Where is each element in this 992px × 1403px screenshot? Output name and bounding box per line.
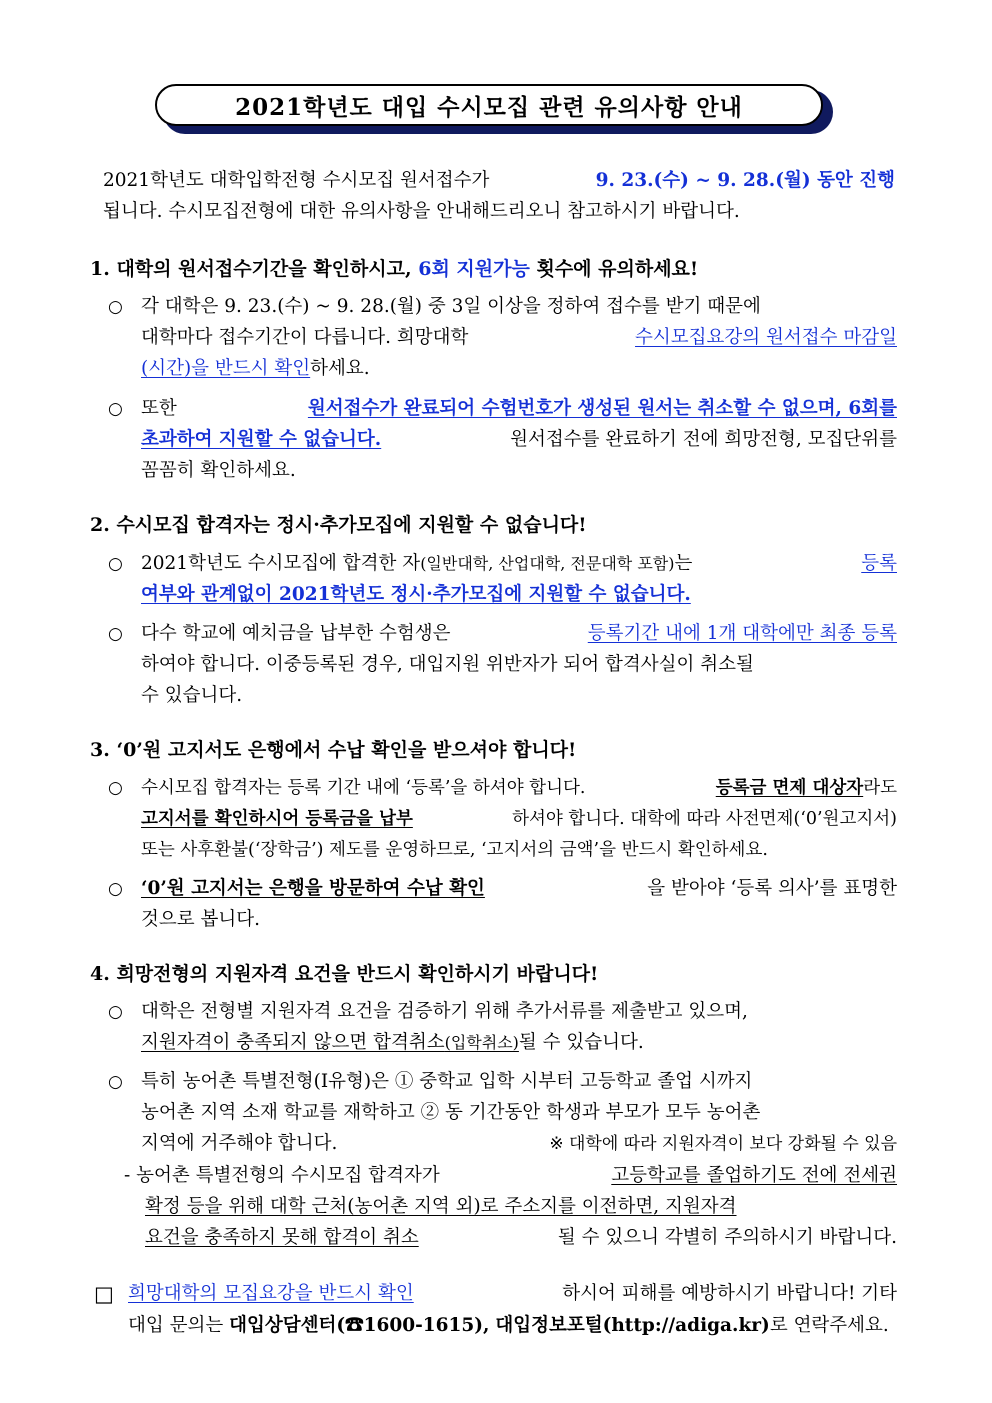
s2-item2-text1: 다수 학교에 예치금을 납부한 수험생은: [141, 623, 451, 644]
s2-item2-text3: 수 있습니다.: [141, 685, 243, 706]
s4-item2-line3: [141, 1131, 897, 1157]
s2-item1-paren: (일반대학, 산업대학, 전문대학 포함): [420, 554, 675, 573]
bullet-icon: ○: [108, 624, 123, 644]
section-2-heading: [90, 512, 587, 538]
intro-date-range: 9. 23.(수) ~ 9. 28.(월) 동안 진행: [595, 170, 895, 191]
s4-item1-text2: 될 수 있습니다.: [518, 1032, 644, 1053]
s3-item1-text1b: 라도: [863, 778, 897, 798]
section-1-highlight: 6회 지원가능: [418, 258, 530, 280]
s3-item1-text2: 하셔야 합니다. 대학에 따라 사전면제(‘0’원고지서): [512, 809, 897, 829]
footer-highlight: 희망대학의 모집요강을 반드시 확인: [128, 1283, 414, 1304]
footer-line-2: [128, 1313, 889, 1339]
s1-item2-text3: 꼼꼼히 확인하세요.: [141, 460, 296, 481]
s3-item2-text1: 을 받아야 ‘등록 의사’를 표명한: [647, 878, 897, 899]
s1-item2-line1: [141, 396, 897, 422]
s4-sub-line2: [145, 1194, 897, 1220]
s4-item2-text3: 지역에 거주해야 합니다.: [141, 1133, 338, 1154]
bullet-icon: ○: [108, 554, 123, 574]
s2-item1-text1b: 는: [674, 553, 693, 574]
footer-contact-center: 대입상담센터(☎1600-1615),: [229, 1315, 490, 1336]
s1-item1-highlight2: (시간)을 반드시 확인: [141, 358, 311, 379]
footer-line-1: [128, 1281, 897, 1307]
s4-item1-text1: 대학은 전형별 지원자격 요건을 검증하기 위해 추가서류를 제출받고 있으며,: [141, 1001, 748, 1022]
s1-item2-line3: [141, 458, 296, 484]
intro-text-2: 됩니다. 수시모집전형에 대한 유의사항을 안내해드리오니 참고하시기 바랍니다.: [103, 201, 740, 222]
s1-item1-text1: 각 대학은 9. 23.(수) ~ 9. 28.(월) 중 3일 이상을 정하여 접수를 받기 때문에: [141, 296, 761, 317]
s1-item1-line1: [141, 294, 897, 320]
s1-item2-text2: 원서접수를 완료하기 전에 희망전형, 모집단위를: [510, 429, 897, 450]
section-3-heading-text: 3. ‘0’원 고지서도 은행에서 수납 확인을 받으셔야 합니다!: [90, 739, 577, 761]
intro-line-2: [103, 199, 895, 225]
s2-item2-line2: [141, 652, 897, 678]
bullet-icon: ○: [108, 399, 123, 419]
s4-sub-underline1: 고등학교를 졸업하기도 전에 전세권: [611, 1165, 897, 1186]
s3-item1-line2: [141, 806, 897, 832]
s3-item2-line1: [141, 876, 897, 902]
s4-item1-paren: (입학취소): [444, 1033, 519, 1052]
section-1-heading-tail: 횟수에 유의하세요!: [536, 258, 699, 280]
footer-text-1: 하시어 피해를 예방하시기 바랍니다! 기타: [562, 1283, 897, 1304]
s1-item2-highlight1: 원서접수가 완료되어 수험번호가 생성된 원서는 취소할 수 없으며, 6회를: [307, 398, 897, 419]
intro-text-1: 2021학년도 대학입학전형 수시모집 원서접수가: [103, 170, 490, 191]
s2-item1-line2: [141, 582, 691, 608]
s1-item2-highlight2: 초과하여 지원할 수 없습니다.: [141, 429, 382, 450]
s1-item2-line2: [141, 427, 897, 453]
s2-item2-line1: [141, 621, 897, 647]
bullet-icon: ○: [108, 879, 123, 899]
s4-sub-underline3: 요건을 충족하지 못해 합격이 취소: [145, 1227, 419, 1248]
s3-item1-bold2: 고지서를 확인하시어 등록금을 납부: [141, 809, 413, 829]
s2-item1-highlight1: 등록: [861, 553, 897, 574]
s4-sub-text1: - 농어촌 특별전형의 수시모집 합격자가: [124, 1165, 440, 1186]
s2-item2-highlight: 등록기간 내에 1개 대학에만 최종 등록: [587, 623, 897, 644]
bullet-icon: ○: [108, 1072, 123, 1092]
s3-item1-line1: [141, 775, 897, 801]
s2-item1-text1: 2021학년도 수시모집에 합격한 자: [141, 553, 421, 574]
s4-item2-text1: 특히 농어촌 특별전형(I유형)은 ① 중학교 입학 시부터 고등학교 졸업 시까지: [141, 1071, 753, 1092]
bullet-icon: ○: [108, 778, 123, 798]
title-banner: [155, 84, 835, 136]
bullet-icon: ○: [108, 297, 123, 317]
s4-item2-line2: [141, 1100, 897, 1126]
footer-portal: 대입정보포털(http://adiga.kr): [495, 1315, 770, 1336]
s1-item1-line3: [141, 356, 370, 382]
s4-item1-line2: [141, 1030, 644, 1056]
s1-item1-highlight1: 수시모집요강의 원서접수 마감일: [635, 327, 897, 348]
s1-item1-text3: 하세요.: [310, 358, 370, 379]
s4-item2-line1: [141, 1069, 897, 1095]
checkbox-icon: □: [94, 1282, 114, 1306]
s2-item2-line3: [141, 683, 242, 709]
s3-item1-line3: [141, 837, 768, 863]
s3-item2-text2: 것으로 봅니다.: [141, 909, 260, 930]
intro-line-1: [103, 168, 895, 194]
section-4-heading-text: 4. 희망전형의 지원자격 요건을 반드시 확인하시기 바랍니다!: [90, 963, 599, 985]
s4-sub-text3: 될 수 있으니 각별히 주의하시기 바랍니다.: [557, 1227, 897, 1248]
s4-item2-note: ※ 대학에 따라 지원자격이 보다 강화될 수 있음: [549, 1134, 897, 1154]
s3-item2-bold: ‘0’원 고지서는 은행을 방문하여 수납 확인: [141, 878, 485, 899]
s3-item1-text3: 또는 사후환불(‘장학금’) 제도를 운영하므로, ‘고지서의 금액’을 반드시 확인하세요.: [141, 840, 768, 860]
s4-sub-line1: [124, 1163, 897, 1189]
section-1-heading: [90, 256, 698, 282]
s4-sub-underline2: 확정 등을 위해 대학 근처(농어촌 지역 외)로 주소지를 이전하면, 지원자격: [145, 1196, 737, 1217]
footer-text-3: 로 연락주세요.: [769, 1315, 889, 1336]
s1-item2-text1: 또한: [141, 398, 177, 419]
s3-item1-bold1: 등록금 면제 대상자: [715, 778, 864, 798]
s3-item2-line2: [141, 907, 260, 933]
s1-item1-text2: 대학마다 접수기간이 다릅니다. 희망대학: [141, 327, 469, 348]
section-1-heading-text: 1. 대학의 원서접수기간을 확인하시고,: [90, 258, 412, 280]
s4-item1-underline: 지원자격이 충족되지 않으면 합격취소: [141, 1032, 445, 1053]
s1-item1-line2: [141, 325, 897, 351]
s4-sub-line3: [145, 1225, 897, 1251]
s3-item1-text1: 수시모집 합격자는 등록 기간 내에 ‘등록’을 하셔야 합니다.: [141, 778, 586, 798]
s2-item1-highlight2: 여부와 관계없이 2021학년도 정시·추가모집에 지원할 수 없습니다.: [141, 584, 691, 605]
s4-item1-line1: [141, 999, 897, 1025]
section-2-heading-text: 2. 수시모집 합격자는 정시·추가모집에 지원할 수 없습니다!: [90, 514, 587, 536]
page-title: 2021학년도 대입 수시모집 관련 유의사항 안내: [235, 93, 743, 121]
section-4-heading: [90, 961, 598, 987]
s2-item1-line1: [141, 551, 897, 577]
s2-item2-text2: 하여야 합니다. 이중등록된 경우, 대입지원 위반자가 되어 합격사실이 취소될: [141, 654, 754, 675]
footer-text-2: 대입 문의는: [128, 1315, 224, 1336]
section-3-heading: [90, 737, 576, 763]
title-box: [155, 84, 823, 126]
s4-item2-text2: 농어촌 지역 소재 학교를 재학하고 ② 동 기간동안 학생과 부모가 모두 농어촌: [141, 1102, 761, 1123]
bullet-icon: ○: [108, 1002, 123, 1022]
